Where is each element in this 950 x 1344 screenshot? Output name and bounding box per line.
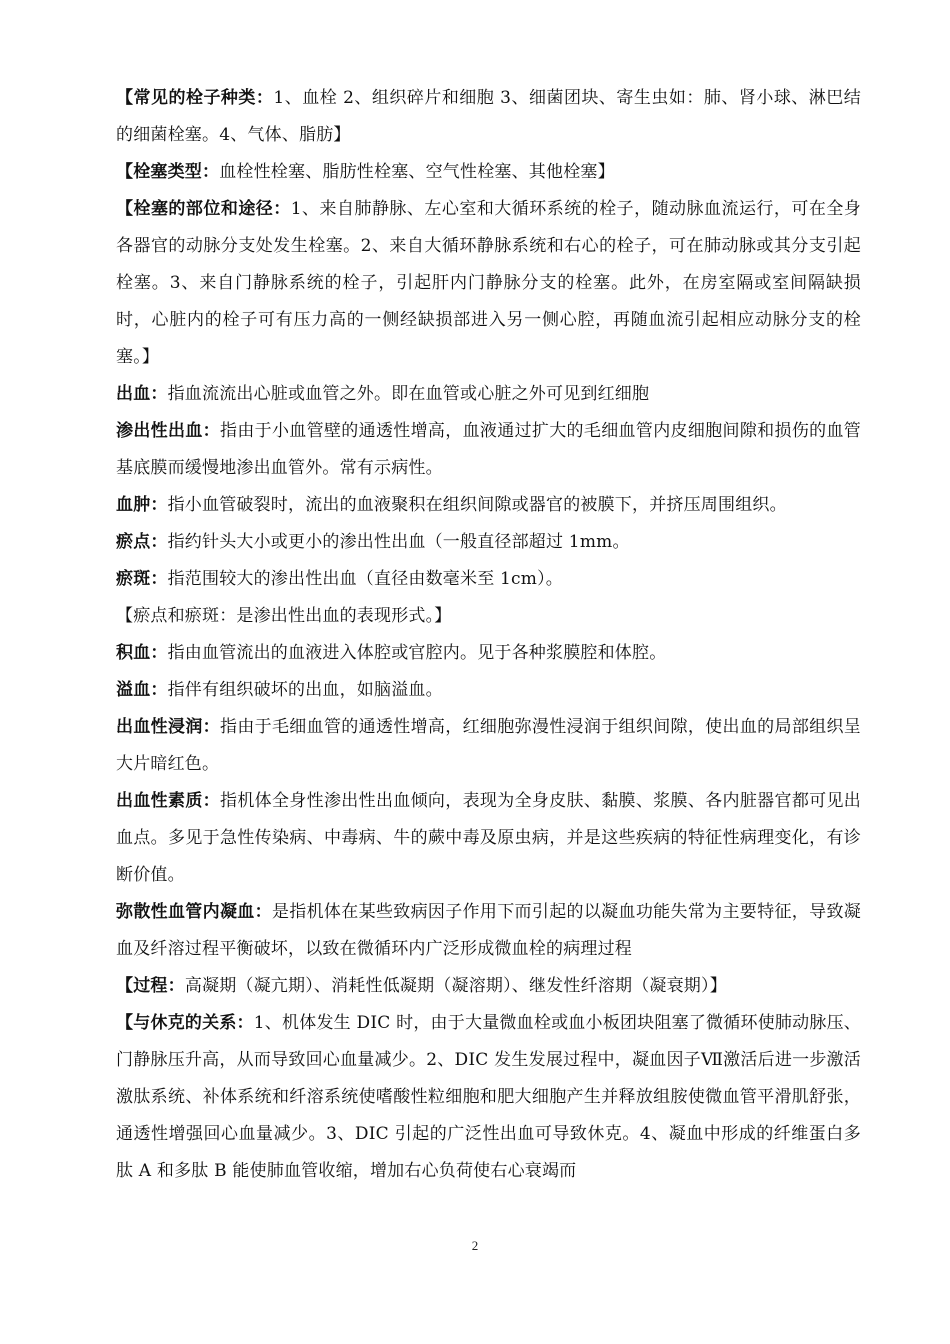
paragraph-text: 血栓性栓塞、脂肪性栓塞、空气性栓塞、其他栓塞】 bbox=[219, 162, 615, 182]
paragraph-text: 是指机体在某些致病因子作用下而引起的以凝血功能失常为主要特征，导致凝血及纤溶过程平衡破坏，以致在微循环内广泛形成微血栓的病理过程 bbox=[116, 902, 861, 959]
paragraph-text: 指由于小血管壁的通透性增高，血液通过扩大的毛细血管内皮细胞间隙和损伤的血管基底膜而缓慢地渗出血管外。常有示病性。 bbox=[116, 421, 862, 478]
term-label: 出血： bbox=[116, 384, 168, 404]
term-label: 出血性素质： bbox=[116, 791, 220, 811]
paragraph-text: 指范围较大的渗出性出血（直径由数毫米至 1cm）。 bbox=[167, 569, 563, 589]
paragraph-hemorrhage bbox=[116, 376, 861, 413]
paragraph-hemorrhagic-infiltration bbox=[116, 709, 861, 783]
paragraph-text: 1、来自肺静脉、左心室和大循环系统的栓子，随动脉血流运行，可在全身各器官的动脉分支处发生栓塞。2、来自大循环静脉系统和右心的栓子，可在肺动脉或其分支引起栓塞。3、来自门静脉系统的栓子，引起肝内门静脉分支的栓塞。此外，在房室隔或室间隔缺损时，心脏内的栓子可有压力高的一侧经缺损部进入另一侧心腔，再随血流引起相应动脉分支的栓塞。】 bbox=[116, 199, 862, 367]
term-label: 渗出性出血： bbox=[116, 421, 220, 441]
term-label: 溢血： bbox=[116, 680, 168, 700]
paragraph-dic bbox=[116, 894, 861, 968]
term-label: 出血性浸润： bbox=[116, 717, 220, 737]
paragraph-text: 指约针头大小或更小的渗出性出血（一般直径部超过 1mm。 bbox=[167, 532, 630, 552]
term-label: 瘀点： bbox=[116, 532, 168, 552]
paragraph-text: 指由血管流出的血液进入体腔或官腔内。见于各种浆膜腔和体腔。 bbox=[167, 643, 667, 663]
paragraph-petechia bbox=[116, 524, 861, 561]
paragraph-hematoma bbox=[116, 487, 861, 524]
term-label: 积血： bbox=[116, 643, 168, 663]
paragraph-text: 【瘀点和瘀斑：是渗出性出血的表现形式。】 bbox=[116, 606, 452, 626]
term-label: 瘀斑： bbox=[116, 569, 168, 589]
term-label: 【栓塞类型： bbox=[116, 162, 220, 182]
paragraph-text: 1、机体发生 DIC 时，由于大量微血栓或血小板团块阻塞了微循环使肺动脉压、门静脉压升高，从而导致回心血量减少。2、DIC 发生发展过程中，凝血因子Ⅶ激活后进一步激活激肽系统、补体系统和纤溶系统使嗜酸性粒细胞和肥大细胞产生并释放组胺使微血管平滑肌舒张，通透性增强回心血量减少。3、DIC 引起的广泛性出血可导致休克。4、凝血中形成的纤维蛋白多肽 A 和多肽 B 能使肺血管收缩，增加右心负荷使右心衰竭而 bbox=[116, 1013, 861, 1181]
paragraph-text: 指机体全身性渗出性出血倾向，表现为全身皮肤、黏膜、浆膜、各内脏器官都可见出血点。多见于急性传染病、中毒病、牛的蕨中毒及原虫病，并是这些疾病的特征性病理变化，有诊断价值。 bbox=[116, 791, 862, 885]
paragraph-embolism-routes bbox=[116, 191, 861, 376]
term-label: 弥散性血管内凝血： bbox=[116, 902, 272, 922]
term-label: 【常见的栓子种类： bbox=[116, 88, 274, 108]
page-number: 2 bbox=[471, 1238, 479, 1253]
paragraph-text: 指血流流出心脏或血管之外。即在血管或心脏之外可见到红细胞 bbox=[167, 384, 650, 404]
paragraph-hemorrhagic-diathesis bbox=[116, 783, 861, 894]
term-label: 血肿： bbox=[116, 495, 168, 515]
paragraph-hematocele bbox=[116, 635, 861, 672]
paragraph-dic-process bbox=[116, 968, 861, 1005]
paragraph-text: 指由于毛细血管的通透性增高，红细胞弥漫性浸润于组织间隙，使出血的局部组织呈大片暗红色。 bbox=[116, 717, 862, 774]
paragraph-text: 1、血栓 2、组织碎片和细胞 3、细菌团块、寄生虫如：肺、肾小球、淋巴结的细菌栓塞。4、气体、脂肪】 bbox=[116, 88, 861, 145]
paragraph-embolism-types bbox=[116, 154, 861, 191]
paragraph-text: 指小血管破裂时，流出的血液聚积在组织间隙或器官的被膜下，并挤压周围组织。 bbox=[167, 495, 787, 515]
paragraph-dic-shock bbox=[116, 1005, 861, 1190]
paragraph-embolus-types bbox=[116, 80, 861, 154]
term-label: 【与休克的关系： bbox=[116, 1013, 254, 1033]
page-body bbox=[116, 80, 861, 1190]
paragraph-extravasation bbox=[116, 672, 861, 709]
term-label: 【过程： bbox=[116, 976, 185, 996]
term-label: 【栓塞的部位和途径： bbox=[116, 199, 291, 219]
paragraph-text: 指伴有组织破坏的出血，如脑溢血。 bbox=[167, 680, 443, 700]
paragraph-petechia-note bbox=[116, 598, 861, 635]
paragraph-text: 高凝期（凝亢期）、消耗性低凝期（凝溶期）、继发性纤溶期（凝衰期）】 bbox=[184, 976, 727, 996]
paragraph-ecchymosis bbox=[116, 561, 861, 598]
paragraph-diapedesis bbox=[116, 413, 861, 487]
